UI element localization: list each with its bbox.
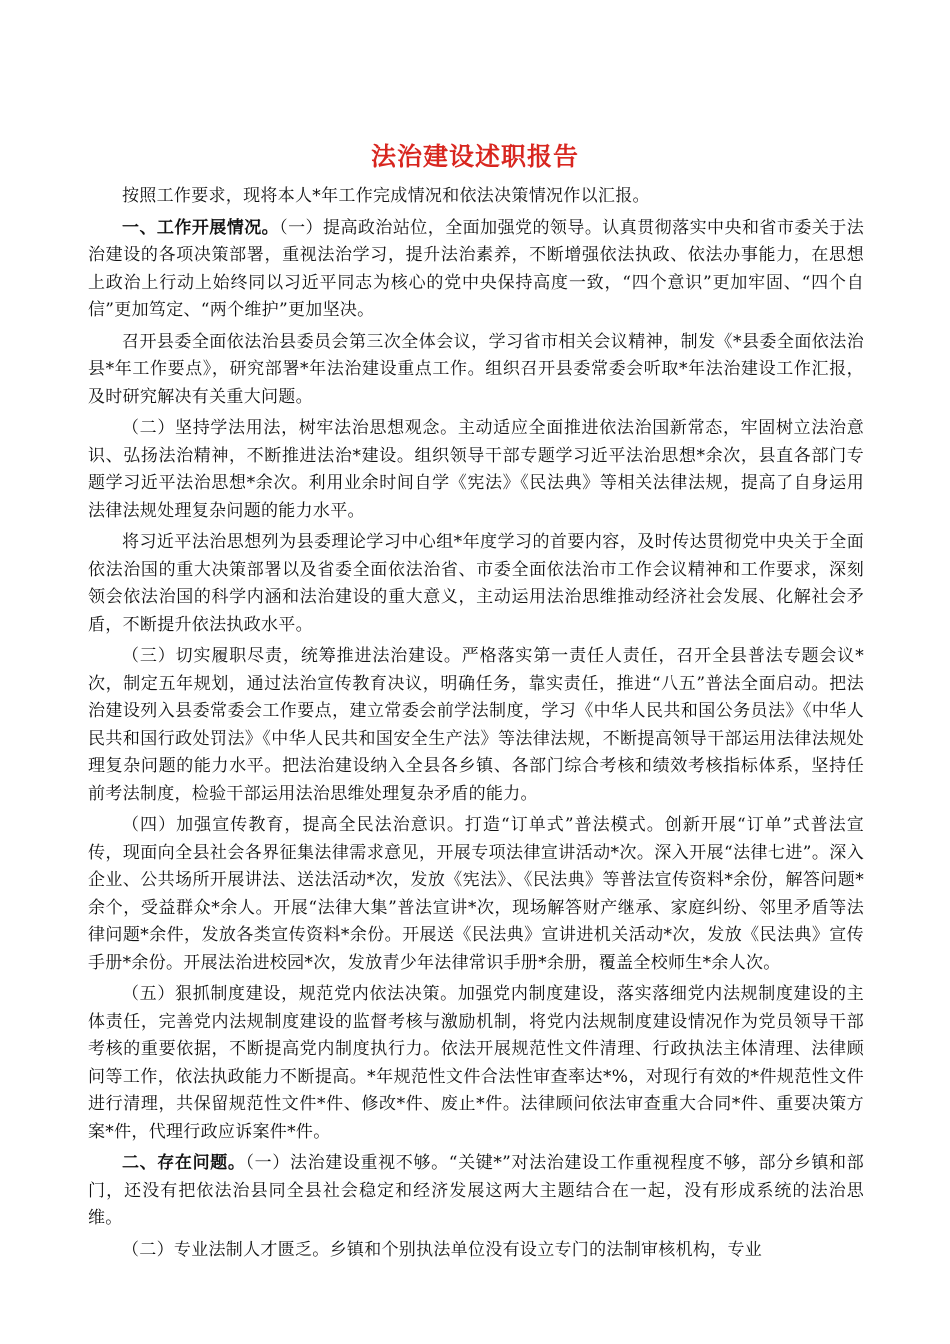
section1-heading: 一、工作开展情况。 xyxy=(122,217,280,238)
section1-paragraph-6: （四）加强宣传教育，提高全民法治意识。打造“订单式”普法模式。创新开展“订单”式普法宣传，现面向全县社会各界征集法律需求意见，开展专项法律宣讲活动*次。深入开展“法律七进”。深入企业、公共场所开展讲法、送法活动*次，发放《宪法》、《民法典》等普法宣传资料*余份，解答问题*余个，受益群众*余人。开展“法律大集”普法宣讲*次，现场解答财产继承、家庭纠纷、邻里矛盾等法律问题*余件，发放各类宣传资料*余份。开展送《民法典》宣讲进机关活动*次，发放《民法典》宣传手册*余份。开展法治进校园*次，发放青少年法律常识手册*余册，覆盖全校师生*余人次。 xyxy=(88,815,864,973)
section1-paragraph-1 xyxy=(88,215,864,325)
section1-paragraph-7: （五）狠抓制度建设，规范党内依法决策。加强党内制度建设，落实落细党内法规制度建设的主体责任，完善党内法规制度建设的监督考核与激励机制，将党内法规制度建设情况作为党员领导干部考核的重要依据，不断提高党内制度执行力。依法开展规范性文件清理、行政执法主体清理、法律顾问等工作，依法执政能力不断提高。*年规范性文件合法性审查率达*%，对现行有效的*件规范性文件进行清理，共保留规范性文件*件、修改*件、废止*件。法律顾问依法审查重大合同*件、重要决策方案*件，代理行政应诉案件*件。 xyxy=(88,984,864,1142)
section1-paragraph-2: 召开县委全面依法治县委员会第三次全体会议，学习省市相关会议精神，制发《*县委全面依法治县*年工作要点》，研究部署*年法治建设重点工作。组织召开县委常委会听取*年法治建设工作汇报，及时研究解决有关重大问题。 xyxy=(88,331,864,407)
section2-paragraph-1 xyxy=(88,1150,864,1233)
section1-paragraph-5: （三）切实履职尽责，统筹推进法治建设。严格落实第一责任人责任，召开全县普法专题会议*次，制定五年规划，通过法治宣传教育决议，明确任务，靠实责任，推进“八五”普法全面启动。把法治建设列入县委常委会工作要点，建立常委会前学法制度，学习《中华人民共和国公务员法》《中华人民共和国行政处罚法》《中华人民共和国安全生产法》等法律法规，不断提高领导干部运用法律法规处理复杂问题的能力水平。把法治建设纳入全县各乡镇、各部门综合考核和绩效考核指标体系，坚持任前考法制度，检验干部运用法治思维处理复杂矛盾的能力。 xyxy=(88,646,864,804)
section1-paragraph-4: 将习近平法治思想列为县委理论学习中心组*年度学习的首要内容，及时传达贯彻党中央关于全面依法治国的重大决策部署以及省委全面依法治省、市委全面依法治市工作会议精神和工作要求，深刻领会依法治国的科学内涵和法治建设的重大意义，主动运用法治思维推动经济社会发展、化解社会矛盾，不断提升依法执政水平。 xyxy=(88,532,864,635)
document-title: 法治建设述职报告 xyxy=(370,142,579,171)
section2-paragraph-1-text: （一）法治建设重视不够。“关键*”对法治建设工作重视程度不够，部分乡镇和部门，还没有把依法治县同全县社会稳定和经济发展这两大主题结合在一起，没有形成系统的法治思维。 xyxy=(88,1153,865,1228)
intro-paragraph: 按照工作要求，现将本人*年工作完成情况和依法决策情况作以汇报。 xyxy=(122,186,650,206)
section1-paragraph-1-text: （一）提高政治站位，全面加强党的领导。认真贯彻落实中央和省市委关于法治建设的各项决策部署，重视法治学习，提升法治素养，不断增强依法执政、依法办事能力，在思想上政治上行动上始终同以习近平同志为核心的党中央保持高度一致，“四个意识”更加牢固、“四个自信”更加笃定、“两个维护”更加坚决。 xyxy=(88,217,865,320)
section2-paragraph-2: （二）专业法制人才匮乏。乡镇和个别执法单位没有设立专门的法制审核机构，专业 xyxy=(122,1239,763,1260)
document-body xyxy=(88,183,864,1268)
section1-paragraph-3: （二）坚持学法用法，树牢法治思想观念。主动适应全面推进依法治国新常态，牢固树立法治意识、弘扬法治精神，不断推进法治*建设。组织领导干部专题学习近平法治思想*余次，县直各部门专题学习近平法治思想*余次。利用业余时间自学《宪法》《民法典》等相关法律法规，提高了自身运用法律法规处理复杂问题的能力水平。 xyxy=(88,418,864,521)
section2-heading: 二、存在问题。 xyxy=(122,1153,246,1173)
